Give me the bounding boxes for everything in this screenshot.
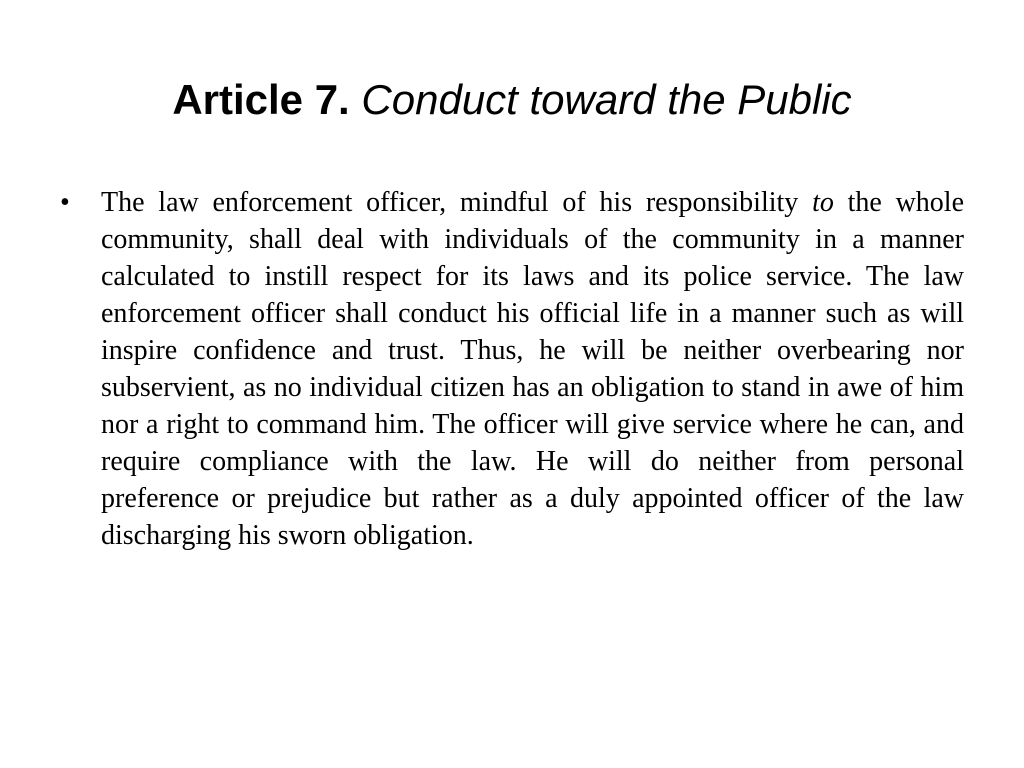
bullet-list — [60, 184, 964, 554]
title-article-name: Conduct toward the Public — [361, 76, 852, 123]
paragraph-text-rest: the whole community, shall deal with individuals of the community in a manner calculated to instill respect for its laws and its police service. The law enforcement officer shall conduct his official life in a manner such as will inspire confidence and trust. Thus, he will be neither overbearing nor subservient, as no individual citizen has an obligation to stand in awe of him nor a right to command him. The officer will give service where he can, and require compliance with the law. He will do neither from personal preference or prejudice but rather as a duly appointed officer of the law discharging his sworn obligation. — [101, 187, 965, 551]
bullet-item — [60, 184, 964, 554]
slide-title — [0, 72, 1024, 128]
bullet-icon: • — [60, 187, 70, 218]
title-article-number: Article 7. — [172, 76, 350, 123]
paragraph-italic-word: to — [812, 187, 834, 218]
paragraph-text-start: The law enforcement officer, mindful of his responsibility — [101, 187, 813, 218]
